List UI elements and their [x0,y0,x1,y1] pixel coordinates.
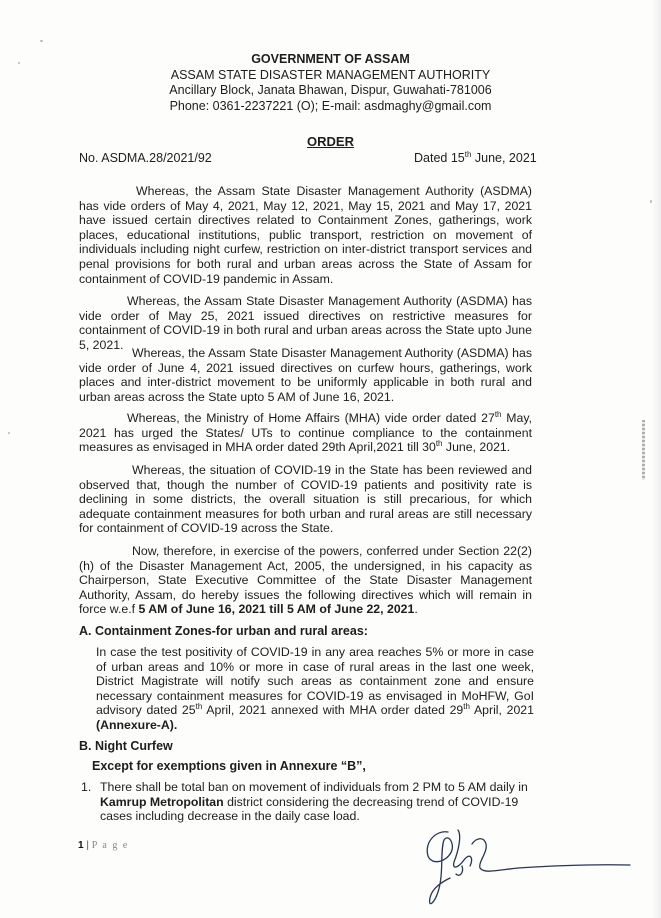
date-superscript: th [464,149,472,159]
p4-text: June, 2021. [442,440,511,455]
p4-text: May, 2021 has urged the States/ UTs to continue compliance to the containment measures as envisaged in MHA order dated 29th April,2021 till 30 [79,411,532,455]
address-line: Ancillary Block, Janata Bhawan, Dispur, Guwahati-781006 [169,83,492,97]
authority-name: ASSAM STATE DISASTER MANAGEMENT AUTHORITY [170,67,491,82]
list-item-number: 1. [81,780,92,794]
paragraph-4 [79,411,532,455]
page-number: 1 [78,840,84,851]
section-b-heading: B. Night Curfew [79,739,173,753]
order-title: ORDER [307,134,354,149]
paragraph-5: Whereas, the situation of COVID-19 in the State has been reviewed and observed that, though the number of COVID-19 patients and positivity rate is declining in some districts, the overall situation is still precarious, for which adequate containment measures for both urban and rural areas are still necessary for containment of COVID-19 across the State. [79,463,532,536]
handwritten-signature [418,822,638,918]
p4-superscript: th [435,439,443,449]
scan-speck [8,432,10,434]
section-a-superscript: th [195,702,203,712]
p6-bold-period: 5 AM of June 16, 2021 till 5 AM of June 22, 2021 [138,602,415,617]
paragraph-3: Whereas, the Assam State Disaster Management Authority (ASDMA) has vide order of June 4, 2021 issued directives on curfew hours, gatherings, work places and inter-district movement to be uniformly applicable in both rural and urban areas across the State upto 5 AM of June 16, 2021. [79,346,532,404]
p6-text: Now, therefore, in exercise of the powers, conferred under Section 22(2) (h) of the Disaster Management Act, 2005, the undersigned, in his capacity as Chairperson, State Executive Committee of the State Disaster Management Authority, Assam, do hereby issues the following directives which will remain in force w.e.f [79,544,532,617]
section-a-span: In case the test positivity of COVID-19 in any area reaches 5% or more in case of urban areas and 10% or more in case of rural areas in the last one week, District Magistrate will notify such areas as containment zone and ensure necessary containment measures for COVID-19 as envisaged in MoHFW, GoI advisory dated 25 [96,645,534,718]
scan-speck [650,200,652,203]
date-text-suffix: June, 2021 [471,151,537,165]
p4-text: Whereas, the Ministry of Home Affairs (MHA) vide order dated 27 [127,411,495,425]
order-date [414,151,537,165]
footer-separator: | [83,840,92,851]
letterhead [0,52,661,114]
p4-superscript: th [494,409,502,419]
paragraph-6 [79,544,532,617]
district-name: Kamrup Metropolitan [100,794,224,809]
section-a-span: April, 2021 annexed with MHA order dated 29 [202,703,464,718]
paragraph-2: Whereas, the Assam State Disaster Management Authority (ASDMA) has vide order of May 25, 2021 issued directives on restrictive measures for containment of COVID-19 in both rural and urban areas across the State upto June 5, 2021. [79,294,532,352]
scan-speck [40,40,43,42]
section-a-heading: A. Containment Zones-for urban and rural areas: [79,624,368,638]
reference-number: No. ASDMA.28/2021/92 [79,151,212,165]
section-a-span: April, 2021 [469,703,534,718]
contact-line: Phone: 0361-2237221 (O); E-mail: asdmaghy@gmail.com [169,98,492,113]
government-name: GOVERNMENT OF ASSAM [251,52,410,66]
date-text: Dated 15 [414,151,465,165]
paragraph-1: Whereas, the Assam State Disaster Management Authority (ASDMA) has vide orders of May 4, 2021, May 12, 2021, May 15, 2021 and May 17, 2021 have issued certain directives related to Containment Zones, gatherings, work places, educational institutions, public transport, restriction on movement of individuals including night curfew, restriction on inter-district transport services and penal provisions for both rural and urban areas across the State of Assam for containment of COVID-19 pandemic in Assam. [79,184,532,286]
section-a-superscript: th [463,702,470,712]
page-footer [78,840,129,851]
item-span: There shall be total ban on movement of individuals from 2 PM to 5 AM daily in [100,780,528,794]
list-item-text [100,780,534,824]
item-span: district considering the decreasing trend of COVID-19 cases including decrease in the daily case load. [100,794,519,824]
p6-text: . [414,602,418,617]
section-b-subheading: Except for exemptions given in Annexure “B”, [92,759,366,773]
annexure-a-ref: (Annexure-A). [96,717,178,732]
scan-artifact [642,420,645,480]
page-word: P a g e [91,840,129,851]
section-a-text [96,645,534,733]
